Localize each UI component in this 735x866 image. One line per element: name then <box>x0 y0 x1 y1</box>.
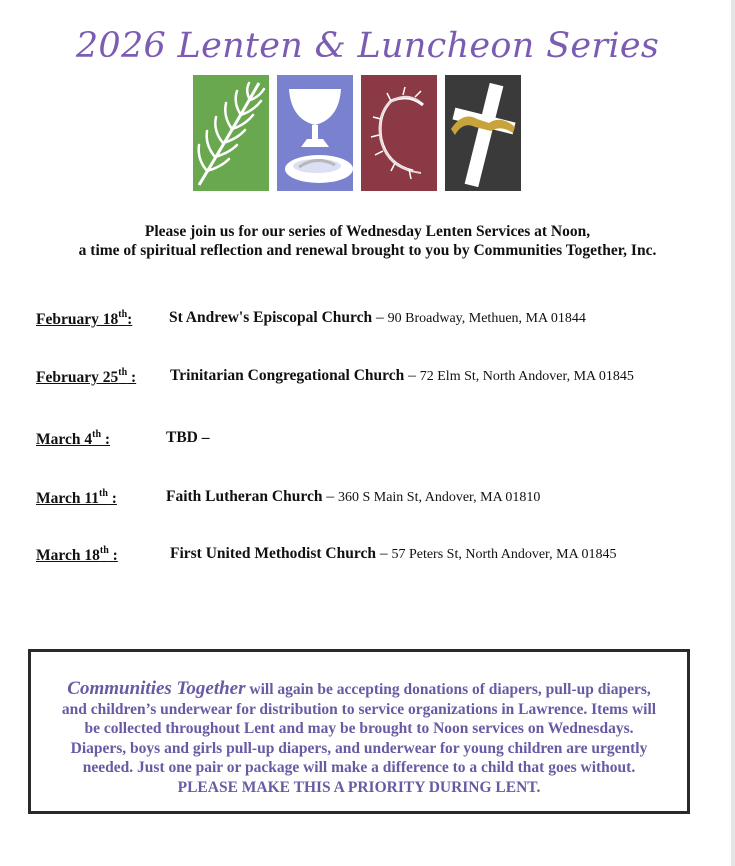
org-name: Communities Together <box>67 678 246 699</box>
crown-of-thorns-icon <box>361 75 437 191</box>
notice-line-5: needed. Just one pair or package will make a difference to a child that goes without. <box>82 759 636 776</box>
service-date: March 4th : <box>36 429 111 448</box>
cross-panel <box>445 75 521 191</box>
intro-line-1: Please join us for our series of Wednesday Lenten Services at Noon, <box>144 223 591 240</box>
service-date: March 18th : <box>36 545 118 564</box>
service-date: February 18th: <box>36 309 133 328</box>
church-name: Trinitarian Congregational Church <box>170 367 405 384</box>
schedule-row-mar18 <box>36 545 716 569</box>
palm-frond-icon <box>193 75 269 191</box>
service-location: First United Methodist Church – 57 Peters St, North Andover, MA 01845 <box>170 545 617 562</box>
notice-line-3: be collected throughout Lent and may be brought to Noon services on Wednesdays. <box>84 720 634 737</box>
church-address: 90 Broadway, Methuen, MA 01844 <box>387 311 586 326</box>
page-title: 2026 Lenten & Luncheon Series <box>75 26 660 66</box>
schedule-row-mar11 <box>36 488 716 512</box>
schedule-row-mar4 <box>36 429 716 453</box>
notice-line-2: and children’s underwear for distribution to service organizations in Lawrence. Items will <box>61 700 657 718</box>
service-date: February 25th : <box>36 367 137 386</box>
cross-icon <box>445 75 521 191</box>
schedule-row-feb25 <box>36 367 716 391</box>
palm-frond-panel <box>193 75 269 191</box>
chalice-icon <box>277 75 353 191</box>
crown-panel-bg <box>361 75 437 191</box>
church-address: 360 S Main St, Andover, MA 01810 <box>337 490 541 505</box>
intro-line-2: a time of spiritual reflection and renewal brought to you by Communities Together, Inc. <box>78 242 657 259</box>
church-name: St Andrew's Episcopal Church <box>169 309 373 326</box>
notice-line-6: PLEASE MAKE THIS A PRIORITY DURING LENT. <box>177 778 541 796</box>
service-location: Faith Lutheran Church – 360 S Main St, Andover, MA 01810 <box>166 488 541 505</box>
church-name: TBD <box>166 429 198 446</box>
notice-line-4: Diapers, boys and girls pull-up diapers, and underwear for young children are urgently <box>70 739 648 757</box>
schedule-row-feb18 <box>36 309 716 333</box>
donation-notice-box <box>28 649 690 814</box>
chalice-panel <box>277 75 353 191</box>
church-address: 57 Peters St, North Andover, MA 01845 <box>391 547 617 562</box>
service-location: TBD – <box>166 429 210 446</box>
church-address: 72 Elm St, North Andover, MA 01845 <box>419 369 634 384</box>
notice-line-1: Communities Together will again be accepting donations of diapers, pull-up diapers, <box>67 678 651 699</box>
lenten-banner <box>193 75 523 191</box>
intro-text <box>0 222 735 260</box>
church-name: Faith Lutheran Church <box>166 488 323 505</box>
scan-edge <box>731 0 735 866</box>
service-location: Trinitarian Congregational Church – 72 Elm St, North Andover, MA 01845 <box>170 367 634 384</box>
crown-panel <box>361 75 437 191</box>
service-location: St Andrew's Episcopal Church – 90 Broadway, Methuen, MA 01844 <box>169 309 586 326</box>
church-name: First United Methodist Church <box>170 545 376 562</box>
service-date: March 11th : <box>36 488 117 507</box>
